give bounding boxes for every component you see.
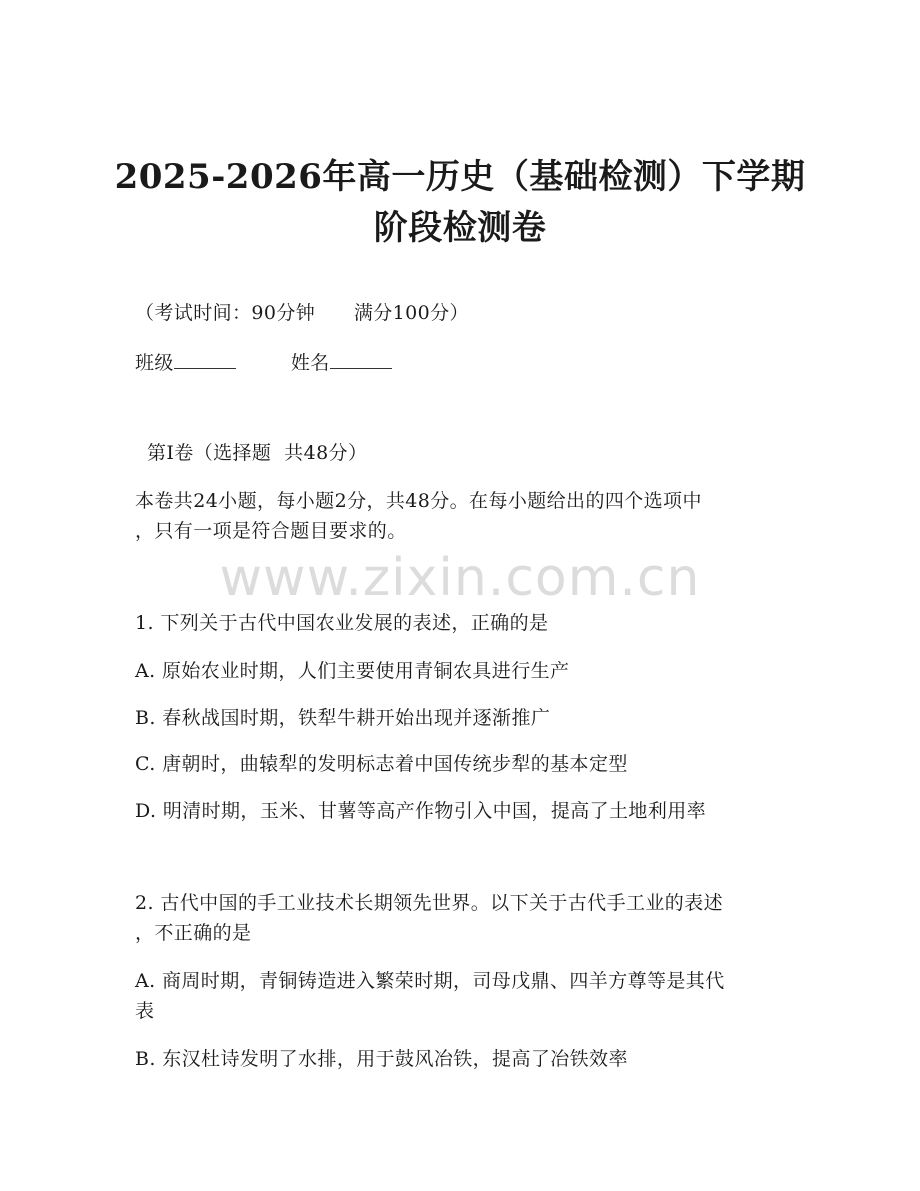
- section-heading: 第Ⅰ卷（选择题 共48分）: [147, 442, 368, 464]
- class-label: 班级: [135, 352, 174, 374]
- question-2-stem-line2: ，不正确的是: [135, 922, 252, 944]
- question-2-option-a-line2: 表: [135, 1000, 155, 1022]
- question-1-option-b: B. 春秋战国时期，铁犁牛耕开始出现并逐渐推广: [135, 707, 551, 729]
- instructions-line2: ，只有一项是符合题目要求的。: [135, 520, 407, 542]
- question-1-option-a: A. 原始农业时期，人们主要使用青铜农具进行生产: [135, 660, 570, 682]
- name-blank[interactable]: [330, 350, 392, 369]
- question-1-option-c: C. 唐朝时，曲辕犁的发明标志着中国传统步犁的基本定型: [135, 753, 628, 775]
- question-2-option-b: B. 东汉杜诗发明了水排，用于鼓风冶铁，提高了冶铁效率: [135, 1048, 628, 1070]
- exam-info: （考试时间：90分钟 满分100分）: [135, 302, 469, 324]
- student-info-row: [135, 346, 795, 380]
- question-2-stem-line1: 2. 古代中国的手工业技术长期领先世界。以下关于古代手工业的表述: [135, 892, 723, 914]
- question-1-option-d: D. 明清时期，玉米、甘薯等高产作物引入中国，提高了土地利用率: [135, 800, 707, 822]
- instructions-line1: 本卷共24小题，每小题2分，共48分。在每小题给出的四个选项中: [135, 490, 702, 512]
- watermark: www.zixin.com.cn: [219, 548, 701, 608]
- name-label: 姓名: [290, 352, 330, 374]
- question-1-stem: 1. 下列关于古代中国农业发展的表述，正确的是: [135, 612, 549, 634]
- class-blank[interactable]: [174, 350, 236, 369]
- exam-title-line2: 阶段检测卷: [373, 208, 547, 248]
- question-2-option-a-line1: A. 商周时期，青铜铸造进入繁荣时期，司母戊鼎、四羊方尊等是其代: [135, 970, 725, 992]
- exam-title-line1: 2025-2026年高一历史（基础检测）下学期: [114, 157, 806, 197]
